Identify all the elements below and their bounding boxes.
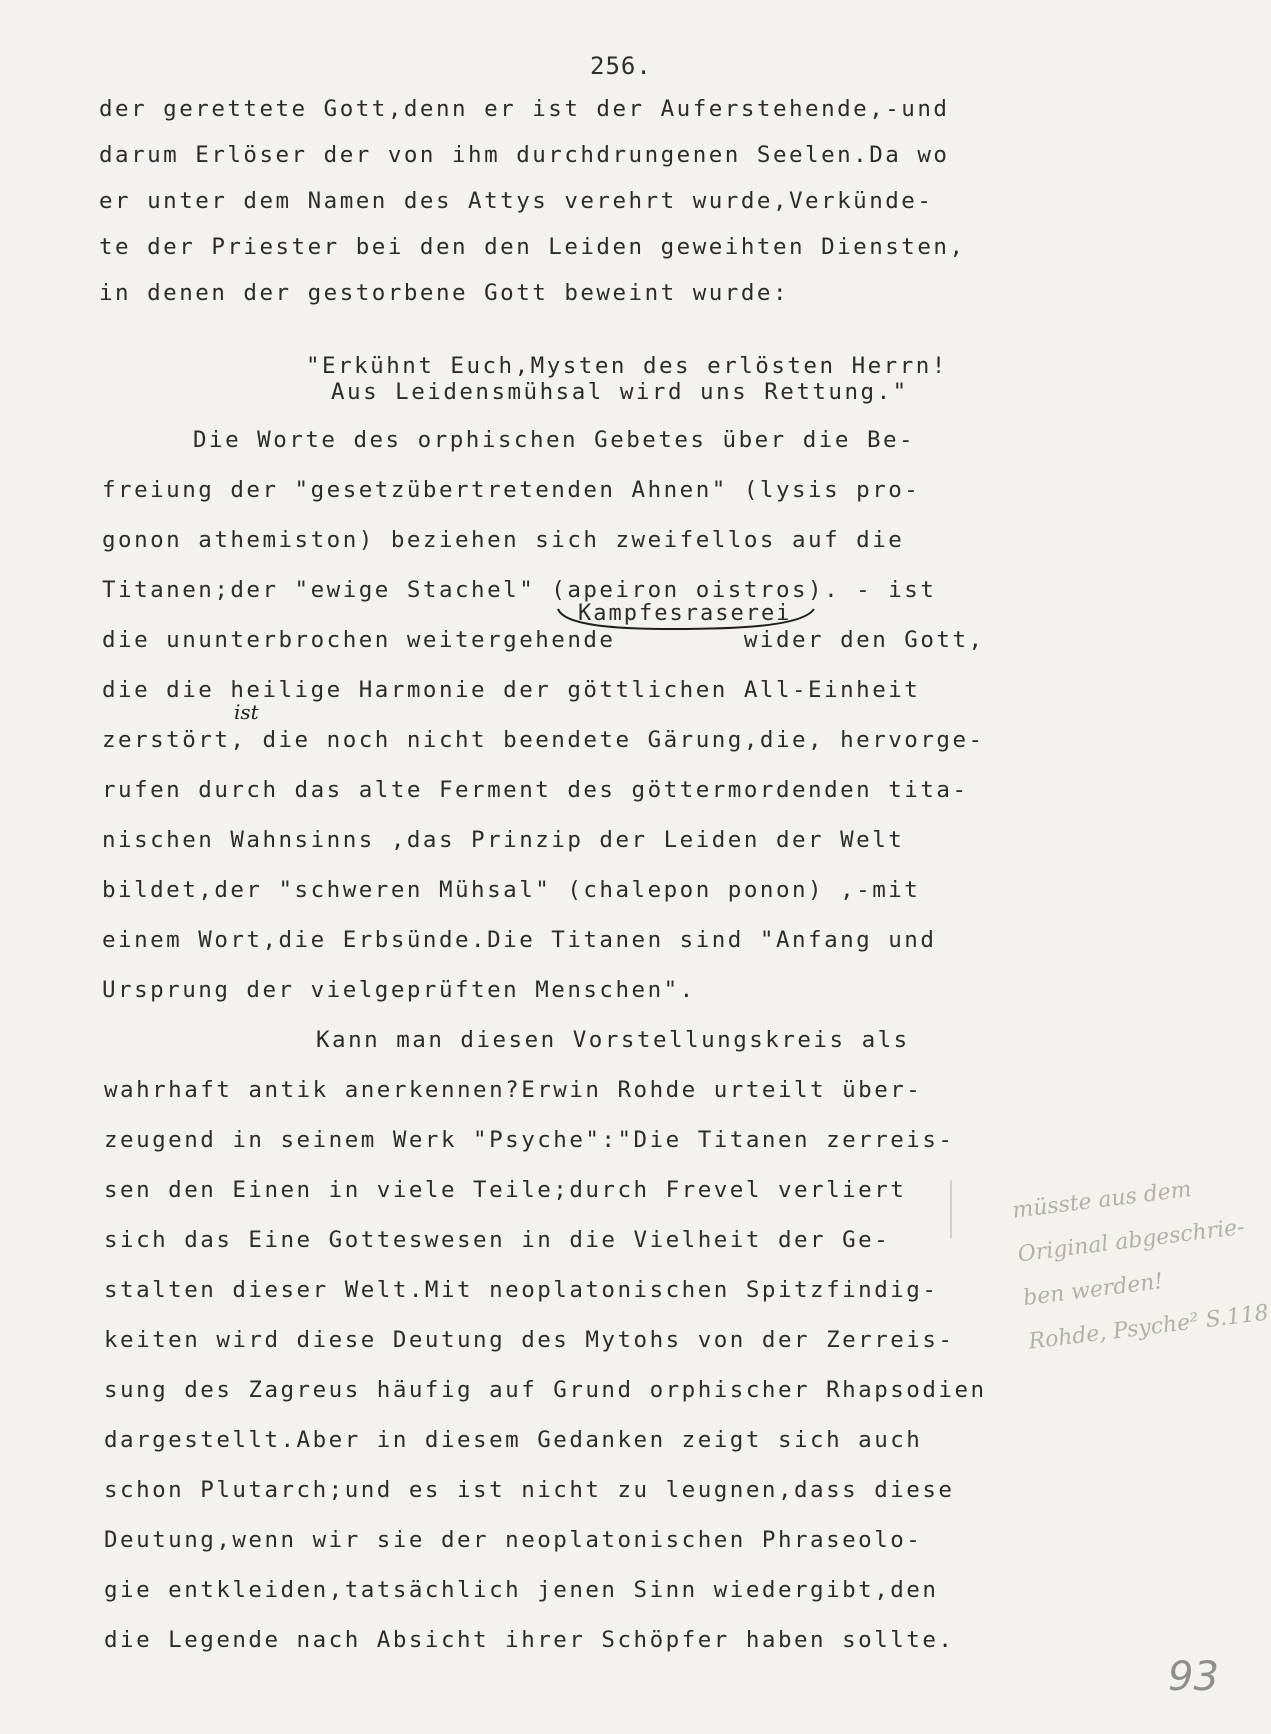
text-line: nischen Wahnsinns ,das Prinzip der Leiden der Welt <box>102 827 905 853</box>
margin-note <box>1010 1164 1271 1365</box>
text-line: zeugend in seinem Werk "Psyche":"Die Titanen zerreis- <box>104 1127 955 1153</box>
text-line: rufen durch das alte Ferment des göttermordenden tita- <box>102 777 969 803</box>
archive-page-number: 93 <box>1168 1654 1219 1700</box>
text-line: Ursprung der vielgeprüften Menschen". <box>102 977 696 1003</box>
quote-line: "Erkühnt Euch,Mysten des erlösten Herrn! <box>306 353 948 379</box>
text-line: Titanen;der "ewige Stachel" (apeiron oistros). - ist <box>102 577 937 603</box>
quote-line: Aus Leidensmühsal wird uns Rettung." <box>331 379 909 405</box>
text-line: freiung der "gesetzübertretenden Ahnen" (lysis pro- <box>102 477 921 503</box>
text-line: sen den Einen in viele Teile;durch Frevel verliert <box>104 1177 907 1203</box>
handwritten-insertion: ist <box>234 700 259 724</box>
text-line: Deutung,wenn wir sie der neoplatonischen Phraseolo- <box>104 1527 923 1553</box>
text-line: bildet,der "schweren Mühsal" (chalepon ponon) ,-mit <box>102 877 921 903</box>
text-line: die die heilige Harmonie der göttlichen All-Einheit <box>102 677 921 703</box>
text-line: der gerettete Gott,denn er ist der Auferstehende,-und <box>99 96 950 122</box>
text-line: dargestellt.Aber in diesem Gedanken zeigt sich auch <box>104 1427 923 1453</box>
text-line: die ununterbrochen weitergehende wider den Gott, <box>102 627 985 653</box>
text-line: schon Plutarch;und es ist nicht zu leugnen,dass diese <box>104 1477 955 1503</box>
page-number: 256. <box>590 52 652 80</box>
text-line: darum Erlöser der von ihm durchdrungenen Seelen.Da wo <box>99 142 950 168</box>
margin-note-line: Rohde, Psyche² S.118 <box>1027 1300 1271 1355</box>
text-line: wahrhaft antik anerkennen?Erwin Rohde urteilt über- <box>104 1077 923 1103</box>
text-line: gonon athemiston) beziehen sich zweifellos auf die <box>102 527 905 553</box>
text-line: keiten wird diese Deutung des Mytohs von der Zerreis- <box>104 1327 955 1353</box>
text-line: Kann man diesen Vorstellungskreis als <box>316 1027 910 1053</box>
text-line: stalten dieser Welt.Mit neoplatonischen Spitzfindig- <box>104 1277 939 1303</box>
text-line: die Legende nach Absicht ihrer Schöpfer haben sollte. <box>104 1627 955 1653</box>
text-line: in denen der gestorbene Gott beweint wurde: <box>99 280 789 306</box>
text-line: zerstört, die noch nicht beendete Gärung,die, hervorge- <box>102 727 985 753</box>
text-line: te der Priester bei den den Leiden geweihten Diensten, <box>99 234 966 260</box>
text-line: einem Wort,die Erbsünde.Die Titanen sind "Anfang und <box>102 927 937 953</box>
margin-note-line: ben werden! <box>1021 1269 1165 1312</box>
text-line: er unter dem Namen des Attys verehrt wurde,Verkünde- <box>99 188 934 214</box>
margin-note-line: Original abgeschrie- <box>1016 1214 1246 1268</box>
text-line: Die Worte des orphischen Gebetes über die Be- <box>193 427 916 453</box>
text-line: gie entkleiden,tatsächlich jenen Sinn wiedergibt,den <box>104 1577 939 1603</box>
margin-note-line: müsste aus dem <box>1011 1176 1193 1224</box>
text-line: sich das Eine Gotteswesen in die Vielheit der Ge- <box>104 1227 891 1253</box>
margin-pencil-stroke <box>950 1180 952 1238</box>
text-line: sung des Zagreus häufig auf Grund orphischer Rhapsodien <box>104 1377 987 1403</box>
typed-insertion: Kampfesraserei <box>578 601 792 626</box>
